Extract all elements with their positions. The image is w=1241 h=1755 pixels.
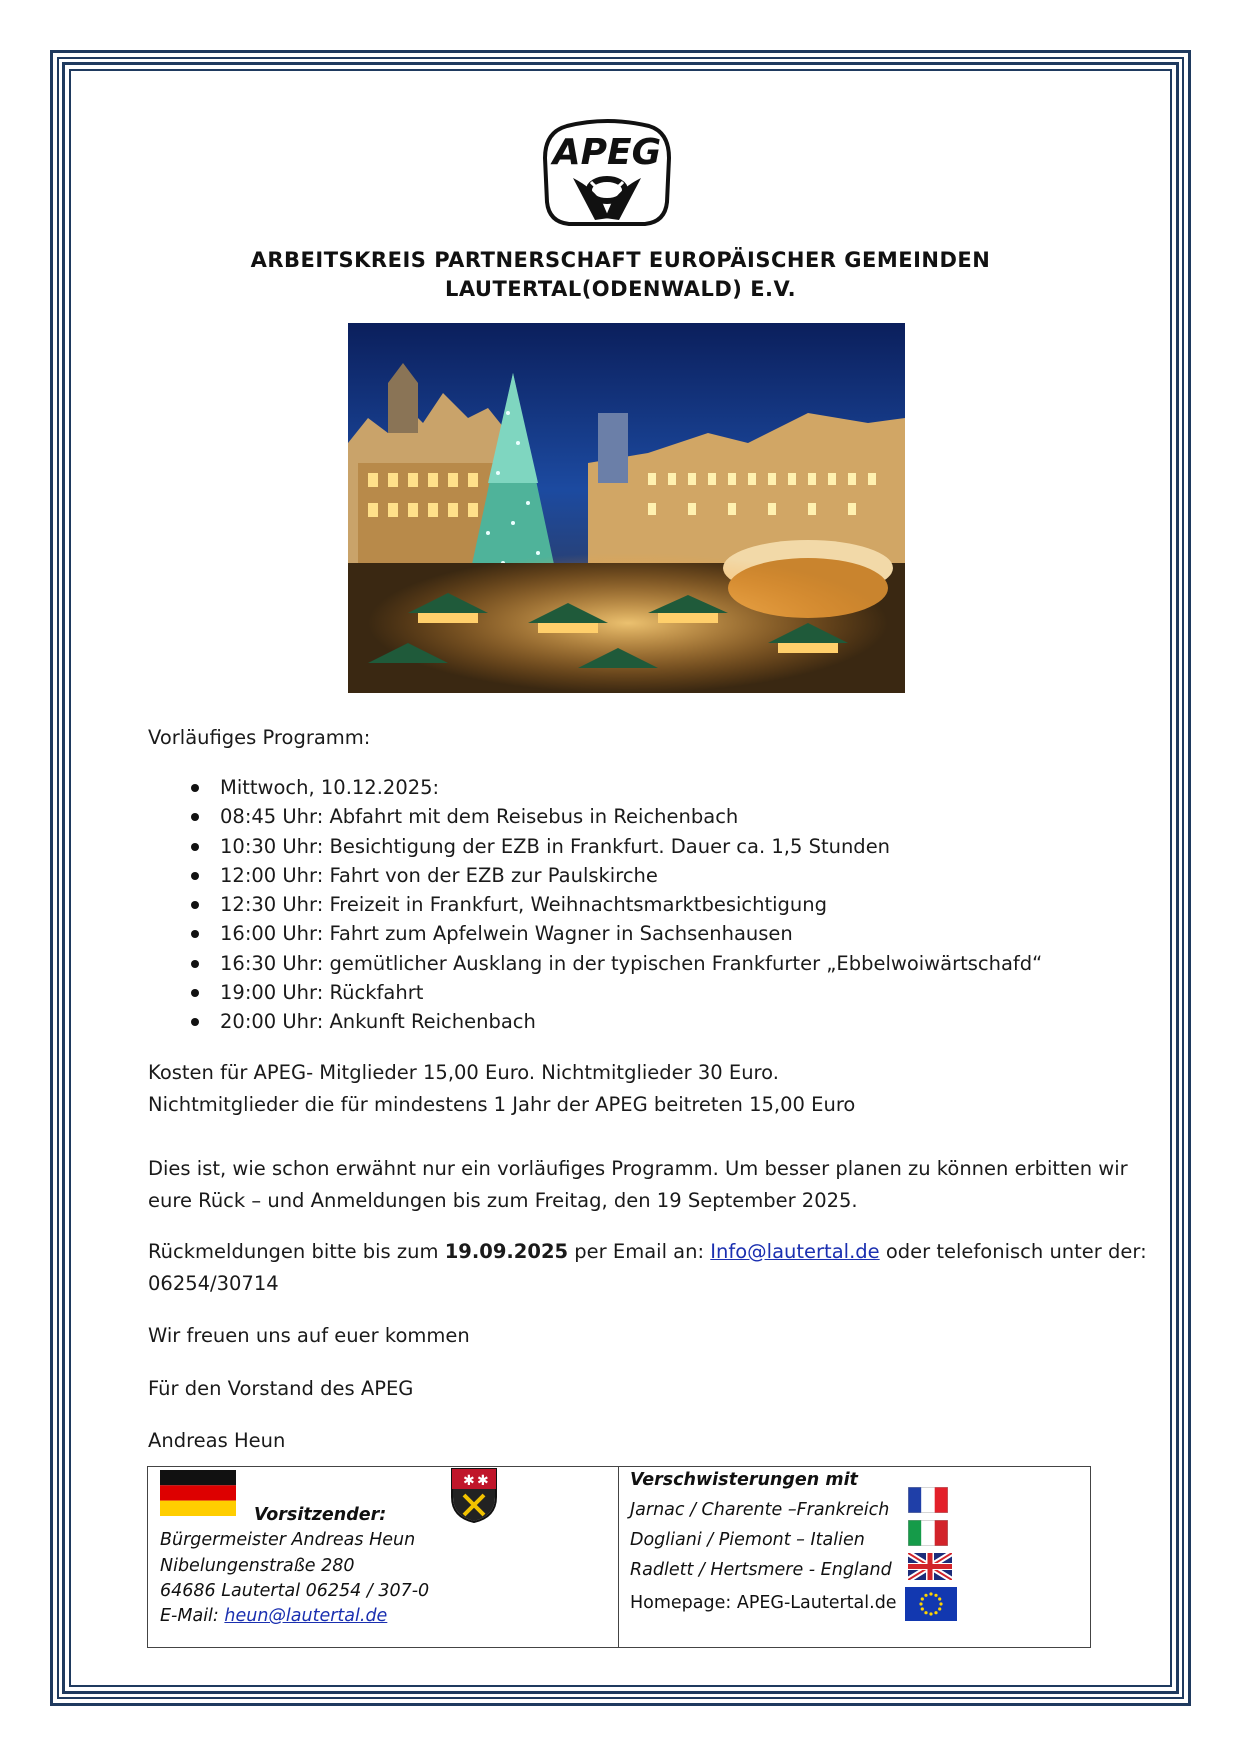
twin-town-england: Radlett / Hertsmere - England [630,1560,892,1580]
notice-line2: eure Rück – und Anmeldungen bis zum Freitag, den 19 September 2025. [148,1189,858,1212]
list-item: 12:30 Uhr: Freizeit in Frankfurt, Weihnachtsmarktbesichtigung [148,890,1042,919]
notice-line1: Dies ist, wie schon erwähnt nur ein vorläufiges Programm. Um besser planen zu können erbitten wir [148,1157,1128,1180]
footer-twin-towns-cell [619,1467,1090,1647]
list-item: 20:00 Uhr: Ankunft Reichenbach [148,1007,1042,1036]
uk-flag-icon [908,1553,952,1580]
on-behalf: Für den Vorstand des APEG [148,1377,414,1400]
bullet-icon [191,784,199,792]
svg-text:✱: ✱ [477,1473,489,1489]
reply-phone: 06254/30714 [148,1272,279,1295]
greeting: Wir freuen uns auf euer kommen [148,1324,470,1347]
costs-line1: Kosten für APEG- Mitglieder 15,00 Euro. Nichtmitglieder 30 Euro. [148,1061,779,1084]
costs-line2: Nichtmitglieder die für mindestens 1 Jahr der APEG beitreten 15,00 Euro [148,1093,856,1116]
signature: Andreas Heun [148,1429,286,1452]
apeg-logo [537,118,677,230]
chairman-city-phone: 64686 Lautertal 06254 / 307-0 [160,1581,430,1601]
footer-chairman-cell [148,1467,619,1647]
list-item: 12:00 Uhr: Fahrt von der EZB zur Paulskirche [148,861,1042,890]
svg-text:APEG: APEG [552,132,662,173]
bullet-icon [191,989,199,997]
org-title-line2: LAUTERTAL(ODENWALD) E.V. [444,277,797,301]
chairman-name: Bürgermeister Andreas Heun [160,1530,416,1550]
bullet-icon [191,872,199,880]
twin-town-italy: Dogliani / Piemont – Italien [630,1530,865,1550]
org-title-line1: ARBEITSKREIS PARTNERSCHAFT EUROPÄISCHER GEMEINDEN [250,248,991,272]
reply-date: 19.09.2025 [444,1240,569,1263]
svg-text:✱: ✱ [463,1473,475,1489]
chairman-street: Nibelungenstraße 280 [160,1556,355,1576]
bullet-icon [191,960,199,968]
list-item: 08:45 Uhr: Abfahrt mit dem Reisebus in Reichenbach [148,802,1042,831]
chairman-email-line: E-Mail: heun@lautertal.de [160,1606,388,1626]
program-heading: Vorläufiges Programm: [148,726,371,749]
footer-contact-table [147,1466,1091,1648]
list-item: 16:30 Uhr: gemütlicher Ausklang in der typischen Frankfurter „Ebbelwoiwärtschafd“ [148,949,1042,978]
chairman-title: Vorsitzender: [254,1505,387,1525]
homepage-text: Homepage: APEG-Lautertal.de [630,1593,897,1613]
germany-flag-icon [160,1470,236,1516]
italy-flag-icon [908,1520,948,1546]
bullet-icon [191,813,199,821]
list-item: 19:00 Uhr: Rückfahrt [148,978,1042,1007]
bullet-icon [191,930,199,938]
lautertal-coat-of-arms-icon [449,1467,499,1523]
email-link[interactable]: Info@lautertal.de [710,1240,880,1263]
twin-towns-title: Verschwisterungen mit [630,1470,858,1490]
bullet-icon [191,901,199,909]
bullet-icon [191,1018,199,1026]
chairman-email-link[interactable]: heun@lautertal.de [224,1606,388,1626]
christmas-market-photo [348,323,905,693]
reply-line: Rückmeldungen bitte bis zum 19.09.2025 per Email an: Info@lautertal.de oder telefonisch unter der: [148,1240,1147,1263]
list-item: 10:30 Uhr: Besichtigung der EZB in Frankfurt. Dauer ca. 1,5 Stunden [148,832,1042,861]
program-list [148,773,1042,1037]
list-item: Mittwoch, 10.12.2025: [148,773,1042,802]
eu-flag-icon [905,1587,957,1621]
bullet-icon [191,843,199,851]
twin-town-france: Jarnac / Charente –Frankreich [630,1500,890,1520]
list-item: 16:00 Uhr: Fahrt zum Apfelwein Wagner in Sachsenhausen [148,919,1042,948]
france-flag-icon [908,1487,948,1513]
